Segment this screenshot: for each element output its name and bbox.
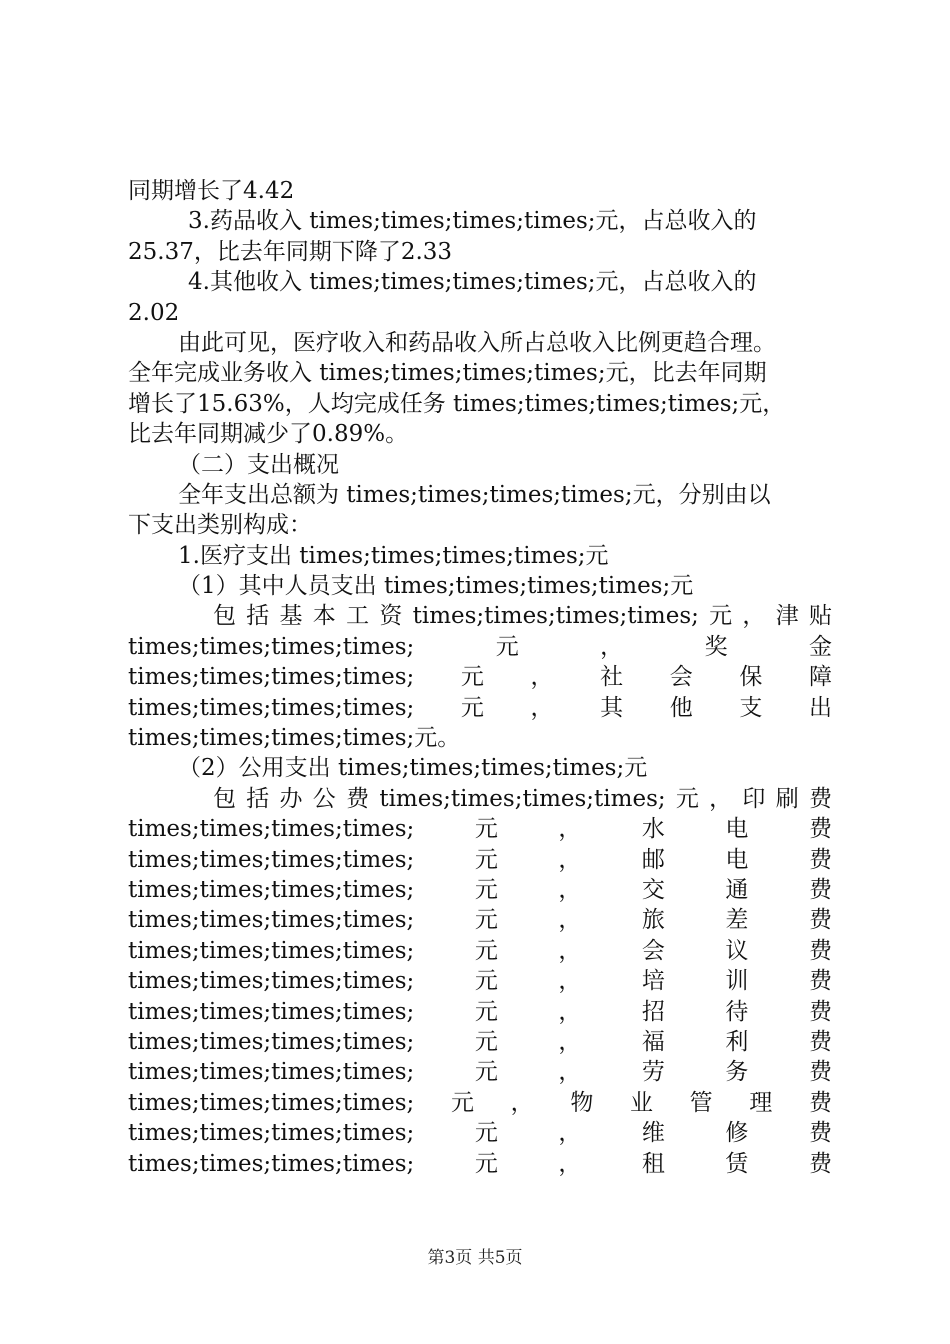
text-segment: 元 [709, 603, 733, 630]
text-segment: times;times;times;times; [128, 694, 415, 721]
text-segment: times;times;times;times; [128, 664, 415, 691]
text-segment: 支 [739, 694, 763, 721]
text-segment: 交 [641, 876, 665, 903]
text-segment: 培 [641, 968, 665, 995]
text-segment: 全年完成业务收入 times;times;times;times;元，比去年同期 [128, 360, 767, 387]
text-segment: ， [600, 633, 624, 660]
text-segment: ， [709, 785, 733, 812]
text-segment: 费 [808, 785, 832, 812]
text-segment: 刷 [775, 785, 799, 812]
text-segment: times;times;times;times; [128, 937, 415, 964]
text-segment: times;times;times;times;元。 [128, 725, 461, 752]
text-line [128, 1057, 832, 1087]
text-segment: 邮 [641, 846, 665, 873]
text-segment: （2）公用支出 times;times;times;times;元 [178, 755, 648, 782]
text-segment: ， [558, 907, 582, 934]
text-line [128, 845, 832, 875]
text-segment: 会 [641, 937, 665, 964]
text-line [128, 541, 832, 571]
text-segment: 元 [474, 1028, 498, 1055]
text-segment: 费 [809, 1089, 832, 1116]
text-segment: 办 [279, 785, 303, 812]
text-segment: ， [558, 1120, 582, 1147]
text-line [128, 814, 832, 844]
text-line [128, 632, 832, 662]
text-line [128, 905, 832, 935]
text-segment: 出 [808, 694, 832, 721]
text-segment: times;times;times;times; [379, 785, 666, 812]
text-segment: 旅 [641, 907, 665, 934]
text-segment: times;times;times;times; [128, 968, 415, 995]
text-line [128, 1149, 832, 1179]
text-segment: 由此可见，医疗收入和药品收入所占总收入比例更趋合理。 [178, 329, 776, 356]
text-segment: 障 [808, 664, 832, 691]
text-line [128, 601, 832, 631]
text-segment: 保 [739, 664, 763, 691]
text-line [128, 723, 832, 753]
text-segment: 1.医疗支出 times;times;times;times;元 [178, 542, 609, 569]
text-segment: 管 [689, 1089, 713, 1116]
text-segment: 招 [641, 998, 665, 1025]
text-segment: 2.02 [128, 299, 180, 326]
text-line [128, 571, 832, 601]
text-segment: 贴 [808, 603, 832, 630]
text-segment: 利 [725, 1028, 749, 1055]
text-segment: 同期增长了4.42 [128, 178, 295, 204]
text-line [128, 875, 832, 905]
text-segment: 劳 [641, 1059, 665, 1086]
text-segment: 费 [808, 1059, 832, 1086]
text-line [128, 753, 832, 783]
text-segment: 基 [279, 603, 303, 630]
text-segment: 金 [808, 633, 832, 660]
text-segment: 费 [808, 1150, 832, 1177]
text-segment: 赁 [725, 1150, 749, 1177]
text-segment: 元 [460, 664, 484, 691]
text-segment: 3.药品收入 times;times;times;times;元，占总收入的 [188, 208, 757, 235]
text-segment: 费 [346, 785, 370, 812]
text-line [128, 298, 832, 328]
text-line [128, 358, 832, 388]
text-segment: （二）支出概况 [178, 451, 339, 478]
text-segment: 社 [600, 664, 624, 691]
text-segment: 修 [725, 1120, 749, 1147]
text-segment: 工 [346, 603, 370, 630]
text-segment: 增长了15.63%，人均完成任务 times;times;times;times;元， [128, 390, 786, 417]
text-segment: 通 [725, 876, 749, 903]
text-segment: 待 [725, 998, 749, 1025]
text-segment: 括 [246, 603, 270, 630]
text-line [128, 936, 832, 966]
text-segment: ， [558, 816, 582, 843]
text-segment: 下支出类别构成： [128, 512, 312, 539]
text-segment: 比去年同期减少了0.89%。 [128, 421, 409, 448]
text-segment: 费 [808, 816, 832, 843]
text-segment: 议 [725, 937, 749, 964]
text-line [128, 966, 832, 996]
text-segment: 理 [749, 1089, 773, 1116]
text-segment: 元 [474, 968, 498, 995]
text-line [128, 510, 832, 540]
text-segment: 务 [725, 1059, 749, 1086]
text-segment: 全年支出总额为 times;times;times;times;元，分别由以 [178, 481, 771, 508]
text-segment: 电 [725, 846, 749, 873]
text-line [128, 206, 832, 236]
text-segment: 训 [725, 968, 749, 995]
page-footer: 第3页 共5页 [427, 1248, 523, 1268]
text-segment: （1）其中人员支出 times;times;times;times;元 [178, 573, 694, 600]
text-line [128, 450, 832, 480]
text-segment: ， [530, 664, 554, 691]
text-segment: ， [558, 1150, 582, 1177]
text-segment: times;times;times;times; [412, 603, 699, 630]
text-segment: 元 [474, 876, 498, 903]
text-segment: 元 [474, 846, 498, 873]
text-segment: 费 [808, 998, 832, 1025]
text-line [128, 1027, 832, 1057]
text-segment: ， [742, 603, 766, 630]
text-segment: times;times;times;times; [128, 846, 415, 873]
text-segment: 元 [474, 1120, 498, 1147]
text-segment: 公 [312, 785, 336, 812]
text-segment: 会 [669, 664, 693, 691]
text-segment: 租 [641, 1150, 665, 1177]
text-segment: 元 [450, 1089, 474, 1116]
text-segment: ， [558, 937, 582, 964]
text-segment: times;times;times;times; [128, 1089, 415, 1116]
text-segment: 印 [742, 785, 766, 812]
text-segment: 元 [474, 816, 498, 843]
text-line [128, 176, 832, 206]
text-segment: times;times;times;times; [128, 1059, 415, 1086]
text-line [128, 328, 832, 358]
text-segment: 差 [725, 907, 749, 934]
text-segment: 福 [641, 1028, 665, 1055]
text-segment: 元 [474, 1059, 498, 1086]
text-segment: 元 [474, 998, 498, 1025]
text-segment: 元 [675, 785, 699, 812]
text-line [128, 389, 832, 419]
text-segment: 4.其他收入 times;times;times;times;元，占总收入的 [188, 269, 757, 296]
text-line [128, 237, 832, 267]
text-line [128, 1118, 832, 1148]
text-segment: times;times;times;times; [128, 816, 415, 843]
text-segment: 费 [808, 876, 832, 903]
text-segment: ， [558, 1028, 582, 1055]
text-segment: 包 [213, 785, 236, 812]
text-segment: 其 [600, 694, 624, 721]
text-segment: 费 [808, 968, 832, 995]
text-segment: 本 [312, 603, 336, 630]
text-segment: 元 [460, 694, 484, 721]
text-segment: 费 [808, 846, 832, 873]
text-segment: 他 [669, 694, 693, 721]
text-segment: ， [530, 694, 554, 721]
text-segment: times;times;times;times; [128, 1028, 415, 1055]
text-line [128, 662, 832, 692]
text-segment: 津 [775, 603, 799, 630]
text-segment: ， [558, 1059, 582, 1086]
text-segment: 包 [213, 603, 236, 630]
text-segment: times;times;times;times; [128, 907, 415, 934]
text-segment: times;times;times;times; [128, 876, 415, 903]
text-segment: 费 [808, 1120, 832, 1147]
text-segment: 奖 [704, 633, 728, 660]
text-segment: times;times;times;times; [128, 1150, 415, 1177]
text-line [128, 267, 832, 297]
text-segment: 元 [474, 1150, 498, 1177]
text-segment: ， [510, 1089, 534, 1116]
text-line [128, 419, 832, 449]
text-segment: 电 [725, 816, 749, 843]
text-line [128, 480, 832, 510]
text-segment: times;times;times;times; [128, 998, 415, 1025]
text-segment: 25.37，比去年同期下降了2.33 [128, 238, 453, 265]
text-segment: times;times;times;times; [128, 1120, 415, 1147]
text-segment: ， [558, 876, 582, 903]
text-line [128, 693, 832, 723]
text-segment: ， [558, 998, 582, 1025]
text-segment: ， [558, 846, 582, 873]
text-segment: 费 [808, 1028, 832, 1055]
text-segment: 括 [246, 785, 270, 812]
text-segment: 元 [474, 907, 498, 934]
text-segment: 费 [808, 937, 832, 964]
text-segment: times;times;times;times; [128, 633, 415, 660]
text-segment: ， [558, 968, 582, 995]
text-segment: 物 [570, 1089, 594, 1116]
text-line [128, 997, 832, 1027]
document-body [128, 176, 832, 1179]
text-segment: 业 [629, 1089, 653, 1116]
text-segment: 元 [495, 633, 519, 660]
text-line [128, 784, 832, 814]
text-segment: 费 [808, 907, 832, 934]
text-segment: 水 [641, 816, 665, 843]
text-segment: 维 [641, 1120, 665, 1147]
text-line [128, 1088, 832, 1118]
text-segment: 元 [474, 937, 498, 964]
text-segment: 资 [379, 603, 403, 630]
